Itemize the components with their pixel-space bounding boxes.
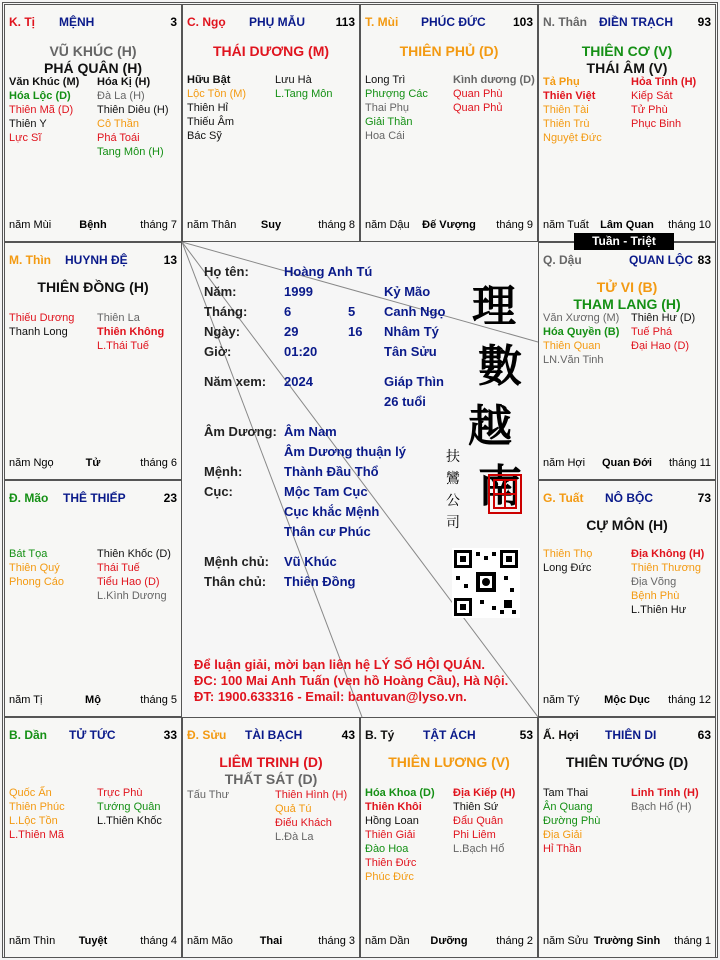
minor-star: Giải Thần <box>365 116 413 128</box>
contact-address: ĐC: 100 Mai Anh Tuấn (ven hồ Hoàng Cầu), Hà Nội. <box>194 673 509 688</box>
minor-star: Phong Cáo <box>9 576 65 588</box>
minor-star: Thiên Tài <box>543 104 589 116</box>
minor-star: Đà La (H) <box>97 90 145 102</box>
minor-star: Phá Toái <box>97 132 140 144</box>
minor-star: L.Lộc Tồn <box>9 815 58 827</box>
ho-ten-value: Hoàng Anh Tú <box>284 264 373 279</box>
minor-stars-right <box>453 786 515 856</box>
footer-truong-sinh: Suy <box>260 219 282 231</box>
minor-star: Thiên Quý <box>9 562 60 574</box>
thang-can-chi: Canh Ngọ <box>384 304 446 319</box>
thang-duong: 6 <box>284 304 292 319</box>
footer-month: tháng 6 <box>140 457 177 469</box>
palace-cell-q[interactable] <box>538 242 716 480</box>
minor-star: Long Đức <box>543 562 592 574</box>
thang-label: Tháng: <box>204 304 248 319</box>
than-chu-label: Thân chủ: <box>204 574 267 589</box>
footer-year: năm Sửu <box>543 935 589 947</box>
palace-name: ĐIỀN TRẠCH <box>599 15 673 29</box>
cuc-value: Mộc Tam Cục <box>284 484 368 499</box>
minor-star: Điếu Khách <box>275 817 332 829</box>
main-star: VŨ KHÚC (H) <box>49 43 137 59</box>
menh-label: Mệnh: <box>204 464 243 479</box>
small-calligraphy <box>446 446 462 534</box>
contact-line-1: Để luận giải, mời bạn liên hệ LÝ SỐ HỘI QUÁN. <box>194 657 485 672</box>
palace-number: 113 <box>335 15 355 29</box>
palace-name: TỬ TỨC <box>69 728 116 742</box>
minor-star: Địa Không (H) <box>631 548 705 560</box>
footer-truong-sinh: Dưỡng <box>430 935 468 947</box>
main-stars <box>183 43 359 60</box>
minor-star: Thiên Khốc (D) <box>97 548 171 560</box>
palace-header <box>9 253 177 269</box>
palace-footer <box>365 935 533 949</box>
main-stars <box>539 43 715 77</box>
small-callig-2: 鸞 <box>446 471 460 487</box>
footer-year: năm Ngọ <box>9 457 54 469</box>
gio-label: Giờ: <box>204 344 232 359</box>
palace-number: 13 <box>163 253 177 267</box>
tuan-triet-badge: Tuần - Triệt <box>574 233 674 250</box>
palace-cell-g[interactable] <box>538 480 716 717</box>
footer-year: năm Thân <box>187 219 237 231</box>
palace-number: 3 <box>170 15 177 29</box>
palace-name: NÔ BỘC <box>605 491 653 505</box>
palace-number: 53 <box>519 728 533 742</box>
palace-cell-bt[interactable] <box>360 717 538 958</box>
footer-month: tháng 2 <box>496 935 533 947</box>
am-duong-value: Âm Nam <box>284 424 337 439</box>
nam-xem-can-chi: Giáp Thìn <box>384 374 444 389</box>
palace-header <box>365 728 533 744</box>
red-seal-icon <box>488 474 522 514</box>
minor-star: Thiên Giải <box>365 829 416 841</box>
palace-header <box>187 728 355 744</box>
palace-cell-c[interactable] <box>182 4 360 242</box>
minor-star: Trực Phù <box>97 787 143 799</box>
palace-cell-d[interactable] <box>4 480 182 717</box>
minor-star: Thanh Long <box>9 326 68 338</box>
palace-footer <box>543 457 711 471</box>
footer-month: tháng 7 <box>140 219 177 231</box>
minor-star: L.Thiên Khốc <box>97 815 162 827</box>
minor-star: Lực Sĩ <box>9 132 42 144</box>
footer-truong-sinh: Trường Sinh <box>593 935 661 947</box>
minor-star: Kình dương (D) <box>453 74 535 86</box>
cuc-khac-menh: Cục khắc Mệnh <box>284 504 380 519</box>
palace-cell-a[interactable] <box>538 717 716 958</box>
minor-star: Lộc Tồn (M) <box>187 88 247 100</box>
minor-star: L.Kình Dương <box>97 590 167 602</box>
footer-truong-sinh: Bệnh <box>79 219 107 231</box>
palace-cell-s[interactable] <box>182 717 360 958</box>
minor-star: Thiên Hỉ <box>187 102 228 114</box>
footer-truong-sinh: Mộc Dục <box>604 694 650 706</box>
minor-star: Văn Khúc (M) <box>9 76 80 88</box>
palace-cell-n[interactable] <box>538 4 716 242</box>
minor-star: Thiên Việt <box>543 90 596 102</box>
am-duong-thuan-ly: Âm Dương thuận lý <box>284 444 406 459</box>
minor-star: Thiên Phúc <box>9 801 65 813</box>
minor-star: Linh Tinh (H) <box>631 787 699 799</box>
palace-number: 63 <box>697 728 711 742</box>
palace-footer <box>365 219 533 233</box>
footer-year: năm Mão <box>187 935 233 947</box>
main-star: THÁI ÂM (V) <box>586 60 668 76</box>
thang-am: 5 <box>348 304 356 319</box>
minor-star: Đẩu Quân <box>453 815 504 827</box>
minor-star: Địa Giải <box>543 829 583 841</box>
main-star: THAM LANG (H) <box>573 296 681 312</box>
ngay-duong: 29 <box>284 324 299 339</box>
minor-star: Tiểu Hao (D) <box>97 576 160 588</box>
menh-chu-value: Vũ Khúc <box>284 554 337 569</box>
main-star: THẤT SÁT (D) <box>224 771 318 787</box>
minor-star: L.Thiên Mã <box>9 829 65 841</box>
palace-footer <box>543 219 711 233</box>
footer-month: tháng 10 <box>668 219 711 231</box>
minor-stars-right <box>631 75 696 131</box>
minor-star: Bệnh Phù <box>631 590 680 602</box>
footer-month: tháng 9 <box>496 219 533 231</box>
center-info-panel <box>182 242 538 717</box>
minor-star: Hóa Kị (H) <box>97 76 151 88</box>
minor-star: Kiếp Sát <box>631 90 673 102</box>
small-callig-4: 司 <box>446 515 460 531</box>
minor-stars-left <box>9 786 65 842</box>
palace-branch: Ấ. Hợi <box>543 728 579 742</box>
palace-cell-b[interactable] <box>4 717 182 958</box>
palace-name: HUYNH ĐỆ <box>65 253 128 267</box>
palace-footer <box>187 219 355 233</box>
footer-year: năm Thìn <box>9 935 56 947</box>
minor-star: L.Bạch Hổ <box>453 843 505 855</box>
palace-branch: K. Tị <box>9 15 35 29</box>
main-stars <box>361 754 537 771</box>
main-star: TỬ VI (B) <box>596 279 658 295</box>
nam-can-chi: Kỷ Mão <box>384 284 431 299</box>
footer-year: năm Hợi <box>543 457 586 469</box>
palace-footer <box>9 694 177 708</box>
small-callig-1: 扶 <box>446 449 460 465</box>
palace-branch: G. Tuất <box>543 491 584 505</box>
ngay-am: 16 <box>348 324 363 339</box>
minor-stars-left <box>9 75 79 145</box>
minor-star: Tướng Quân <box>97 801 161 813</box>
footer-year: năm Dậu <box>365 219 410 231</box>
minor-stars-right <box>275 788 347 844</box>
footer-truong-sinh: Lâm Quan <box>600 219 654 231</box>
minor-stars-left <box>543 75 602 145</box>
minor-stars-right <box>97 75 169 159</box>
minor-star: Bát Tọa <box>9 548 48 560</box>
minor-star: Hỉ Thần <box>543 843 582 855</box>
main-stars <box>183 754 359 788</box>
palace-branch: T. Mùi <box>365 15 399 29</box>
ngay-label: Ngày: <box>204 324 241 339</box>
footer-month: tháng 3 <box>318 935 355 947</box>
than-chu-value: Thiên Đồng <box>284 574 356 589</box>
minor-star: Thái Tuế <box>97 562 140 574</box>
footer-truong-sinh: Tử <box>85 457 101 469</box>
palace-number: 103 <box>512 15 533 29</box>
nam-label: Năm: <box>204 284 237 299</box>
minor-star: L.Tang Môn <box>275 88 333 100</box>
minor-star: Tử Phù <box>631 104 668 116</box>
palace-name: MỆNH <box>59 15 95 29</box>
palace-header <box>9 728 177 744</box>
am-duong-label: Âm Dương: <box>204 424 277 439</box>
menh-chu-label: Mệnh chủ: <box>204 554 269 569</box>
minor-star: Thiên Không <box>97 326 165 338</box>
minor-star: Đào Hoa <box>365 843 409 855</box>
footer-month: tháng 5 <box>140 694 177 706</box>
footer-truong-sinh: Quan Đới <box>602 457 652 469</box>
palace-cell-m[interactable] <box>4 242 182 480</box>
minor-star: Văn Xương (M) <box>543 312 620 324</box>
minor-star: Thai Phụ <box>365 102 410 114</box>
main-stars <box>539 517 715 534</box>
palace-footer <box>543 935 711 949</box>
minor-star: Tấu Thư <box>187 789 230 801</box>
qr-code-icon[interactable] <box>452 548 520 618</box>
minor-stars-left <box>543 547 592 575</box>
minor-star: Tả Phụ <box>543 76 580 88</box>
minor-star: Thiên Sứ <box>453 801 499 813</box>
palace-branch: B. Tý <box>365 728 395 742</box>
footer-year: năm Tý <box>543 694 580 706</box>
footer-year: năm Mùi <box>9 219 52 231</box>
palace-number: 73 <box>697 491 711 505</box>
minor-star: Địa Võng <box>631 576 677 588</box>
than-cu: Thân cư Phúc <box>284 524 371 539</box>
palace-header <box>187 15 355 31</box>
palace-name: PHỤ MẪU <box>249 15 305 29</box>
footer-year: năm Dần <box>365 935 410 947</box>
palace-number: 43 <box>341 728 355 742</box>
minor-star: Đại Hao (D) <box>631 340 690 352</box>
main-star: LIÊM TRINH (D) <box>219 754 323 770</box>
minor-star: Hỏa Tinh (H) <box>631 76 697 88</box>
palace-name: TÀI BẠCH <box>245 728 303 742</box>
minor-stars-right <box>631 786 699 814</box>
main-stars <box>539 754 715 771</box>
palace-header <box>543 253 711 269</box>
palace-header <box>543 15 711 31</box>
minor-star: Thiên Đức <box>365 857 417 869</box>
main-star: THÁI DƯƠNG (M) <box>212 43 330 59</box>
minor-stars-right <box>97 311 164 353</box>
minor-star: LN.Văn Tinh <box>543 354 604 366</box>
main-stars <box>5 43 181 77</box>
minor-star: L.Thái Tuế <box>97 340 149 352</box>
minor-star: Tam Thai <box>543 787 589 799</box>
palace-header <box>9 15 177 31</box>
palace-header <box>543 728 711 744</box>
minor-stars-left <box>365 786 435 884</box>
minor-stars-left <box>187 788 229 802</box>
ngay-can-chi: Nhâm Tý <box>384 324 439 339</box>
minor-star: Thiên Hình (H) <box>275 789 348 801</box>
minor-star: Quốc Ấn <box>9 787 52 799</box>
palace-name: THÊ THIẾP <box>63 491 126 505</box>
palace-branch: Đ. Sửu <box>187 728 227 742</box>
contact-info <box>194 657 508 705</box>
footer-month: tháng 11 <box>668 457 711 469</box>
palace-header <box>543 491 711 507</box>
footer-truong-sinh: Thai <box>259 935 283 947</box>
minor-star: Quả Tú <box>275 803 312 815</box>
palace-footer <box>543 694 711 708</box>
minor-star: Quan Phù <box>453 88 503 100</box>
nam-xem-value: 2024 <box>284 374 313 389</box>
main-star: CỰ MÔN (H) <box>586 517 668 533</box>
minor-star: Bạch Hổ (H) <box>631 801 692 813</box>
calligraphy-char-2: 數 <box>478 341 522 392</box>
calligraphy-char-4: 南 <box>478 461 522 512</box>
minor-stars-left <box>9 547 64 589</box>
minor-star: Hóa Lộc (D) <box>9 90 71 102</box>
minor-stars-right <box>97 547 171 603</box>
minor-star: Lưu Hà <box>275 74 312 86</box>
footer-truong-sinh: Tuyệt <box>78 935 108 947</box>
minor-star: Long Trì <box>365 74 406 86</box>
minor-star: Tuế Phá <box>631 326 673 338</box>
minor-stars-left <box>543 311 619 367</box>
palace-name: QUAN LỘC <box>629 253 693 267</box>
cuc-label: Cục: <box>204 484 233 499</box>
footer-truong-sinh: Mộ <box>85 694 101 706</box>
calligraphy-char-3: 越 <box>468 401 512 452</box>
minor-star: Địa Kiếp (H) <box>453 787 516 799</box>
minor-star: Hữu Bật <box>187 74 231 86</box>
main-star: THIÊN CƠ (V) <box>581 43 673 59</box>
main-star: THIÊN LƯƠNG (V) <box>388 754 510 770</box>
palace-footer <box>9 935 177 949</box>
palace-footer <box>9 219 177 233</box>
palace-number: 93 <box>697 15 711 29</box>
palace-name: PHÚC ĐỨC <box>421 15 486 29</box>
minor-star: Thiên Y <box>9 118 47 130</box>
nam-xem-label: Năm xem: <box>204 374 267 389</box>
minor-star: Hóa Khoa (D) <box>365 787 435 799</box>
minor-star: Thiên Mã (D) <box>9 104 74 116</box>
minor-star: Phúc Đức <box>365 871 414 883</box>
minor-star: L.Thiên Hư <box>631 604 687 616</box>
minor-star: Hồng Loan <box>365 815 419 827</box>
palace-branch: Đ. Mão <box>9 491 49 505</box>
minor-stars-right <box>631 547 704 617</box>
minor-star: Thiên Thọ <box>543 548 593 560</box>
palace-number: 83 <box>697 253 711 267</box>
minor-star: Ân Quang <box>543 801 593 813</box>
minor-star: Thiếu Dương <box>9 312 75 324</box>
palace-number: 33 <box>163 728 177 742</box>
footer-month: tháng 1 <box>674 935 711 947</box>
palace-footer <box>187 935 355 949</box>
minor-star: Thiên Thương <box>631 562 702 574</box>
minor-star: Thiên Quan <box>543 340 601 352</box>
main-stars <box>539 279 715 313</box>
minor-stars-left <box>187 73 246 143</box>
menh-value: Thành Đầu Thổ <box>284 464 379 479</box>
footer-truong-sinh: Đế Vượng <box>422 219 476 231</box>
palace-branch: C. Ngọ <box>187 15 226 29</box>
minor-star: Thiên Diêu (H) <box>97 104 169 116</box>
minor-stars-right <box>453 73 535 115</box>
palace-header <box>9 491 177 507</box>
minor-star: Đường Phù <box>543 815 601 827</box>
footer-month: tháng 4 <box>140 935 177 947</box>
minor-star: Thiên La <box>97 312 140 324</box>
palace-cell-k[interactable] <box>4 4 182 242</box>
contact-phone-email: ĐT: 1900.633316 - Email: bantuvan@lyso.vn. <box>194 689 467 704</box>
palace-branch: Q. Dậu <box>543 253 582 267</box>
palace-branch: N. Thân <box>543 15 587 29</box>
minor-star: Phục Binh <box>631 118 682 130</box>
footer-year: năm Tị <box>9 694 43 706</box>
minor-star: Hóa Quyền (B) <box>543 326 620 338</box>
minor-star: Cô Thần <box>97 118 139 130</box>
main-stars <box>5 279 181 296</box>
minor-star: L.Đà La <box>275 831 314 843</box>
minor-star: Thiên Hư (D) <box>631 312 696 324</box>
minor-star: Bác Sỹ <box>187 130 222 142</box>
main-star: PHÁ QUÂN (H) <box>44 60 142 76</box>
minor-star: Hoa Cái <box>365 130 405 142</box>
minor-star: Phượng Các <box>365 88 428 100</box>
footer-year: năm Tuất <box>543 219 589 231</box>
minor-stars-right <box>631 311 695 353</box>
minor-stars-left <box>543 786 600 856</box>
palace-name: TẬT ÁCH <box>423 728 476 742</box>
minor-stars-left <box>9 311 74 339</box>
gio-can-chi: Tân Sửu <box>384 344 437 359</box>
palace-cell-t[interactable] <box>360 4 538 242</box>
palace-footer <box>9 457 177 471</box>
palace-number: 23 <box>163 491 177 505</box>
palace-branch: B. Dần <box>9 728 48 742</box>
minor-star: Phi Liêm <box>453 829 496 841</box>
calligraphy-char-1: 理 <box>472 281 516 332</box>
main-star: THIÊN ĐỒNG (H) <box>37 279 149 295</box>
main-star: THIÊN PHỦ (D) <box>399 43 499 59</box>
minor-stars-left <box>365 73 428 143</box>
minor-stars-right <box>97 786 162 828</box>
palace-header <box>365 15 533 31</box>
main-star: THIÊN TƯỚNG (D) <box>565 754 689 770</box>
palace-name: THIÊN DI <box>605 728 657 742</box>
footer-month: tháng 12 <box>668 694 711 706</box>
minor-star: Tang Môn (H) <box>97 146 164 158</box>
nam-value: 1999 <box>284 284 313 299</box>
minor-star: Thiên Khôi <box>365 801 422 813</box>
minor-star: Thiếu Âm <box>187 116 235 128</box>
footer-month: tháng 8 <box>318 219 355 231</box>
minor-star: Quan Phủ <box>453 102 503 114</box>
minor-star: Nguyệt Đức <box>543 132 602 144</box>
palace-branch: M. Thìn <box>9 253 51 267</box>
small-callig-3: 公 <box>446 493 460 509</box>
gio-value: 01:20 <box>284 344 318 359</box>
minor-star: Thiên Trù <box>543 118 590 130</box>
tuoi-value: 26 tuổi <box>384 394 426 409</box>
ho-ten-label: Họ tên: <box>204 264 249 279</box>
main-stars <box>361 43 537 60</box>
minor-stars-right <box>275 73 332 101</box>
